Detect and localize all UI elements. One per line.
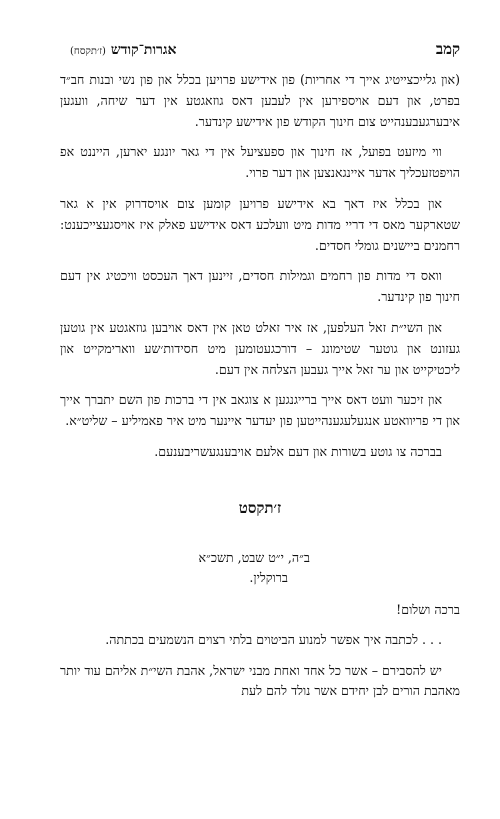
letter-continuation — [60, 70, 460, 463]
paragraph: און זיכער וועט דאס אייך ברייגנגען א צוגאב אין די ברכות פון השם יתברך אייך און די פריוואטע אנגעלעגענהייטען פון יעדער איינער מיט איר פאמיליע – שליט״א. — [60, 392, 460, 429]
paragraph: יש להסבירם – אשר כל אחד ואחת מבני ישראל, אהבת השי״ת אליהם עוד יותר מאהבת הורים לבן יחידם אשר נולד להם לעת — [60, 662, 460, 699]
paragraph: און השי״ת זאל העלפען, אז איר זאלט טאן אין דאס אויבען גוזאגטע אין גוטען געזונט און גוטער שטימונג – דורכגעטומען מיט חסידות׳שע ווארימקייט און ליכטיקייט און ער זאל אייך געבען הצלחה אין דעם. — [60, 319, 460, 377]
paragraph: . . . לכתבה איך אפשר למנוע הביטוים בלתי רצוים הנשמעים בכתתה. — [105, 631, 442, 647]
paragraph: ווי מיזעט בפועל, אז חינוך און ספעציעל אין די גאר יונגע יארען, הייננט אפ הויפטזעכליך אדער איינגאנצען און דער פרוי. — [60, 144, 460, 181]
letter-place: ברוקלין. — [249, 569, 288, 585]
greeting: ברכה ושלום! — [396, 601, 460, 617]
paragraph: און בכלל איז דאך בא אידישע פרויען קומען צום אויסדרוק אין א גאר שטארקער מאס די דריי מדות מיט וועלכע דאס אידישע פאלק איז אויסגעצייכענט: רחמנים ביישנים גומלי חסדים. — [60, 195, 460, 253]
book-title: אגרות־קודש — [110, 42, 177, 58]
paragraph: (און גלייכצייטיג אייך די אחריות) פון אידישע פרויען בכלל און פון נשי ובנות חב״ד בפרט, און דעם אויספירען אין לעבען דאס גוזאגטע אין דער שיחה, וועגען איבערגעבענהייט צום חינוך הקודש פון אידישע קינדער. — [60, 72, 460, 129]
letter-range: (ז׳תקסח) — [70, 46, 106, 57]
dateline — [60, 548, 460, 588]
page — [60, 40, 460, 712]
running-header — [60, 40, 460, 62]
page-number: קמב — [435, 40, 460, 58]
letter-date: ב״ה, י״ט שבט, תשכ״א — [198, 549, 310, 565]
letter-number-heading: ז׳תקסט — [238, 498, 282, 517]
paragraph: וואס די מדות פון רחמים וגמילות חסדים, זיינען דאך העכסט וויכטיג אין דעם חינוך פון קינדער. — [60, 268, 460, 305]
running-title — [60, 42, 177, 59]
closing-line: בברכה צו גוטע בשורות און דעם אלעם אויבענגעשריבענעם. — [154, 443, 442, 459]
